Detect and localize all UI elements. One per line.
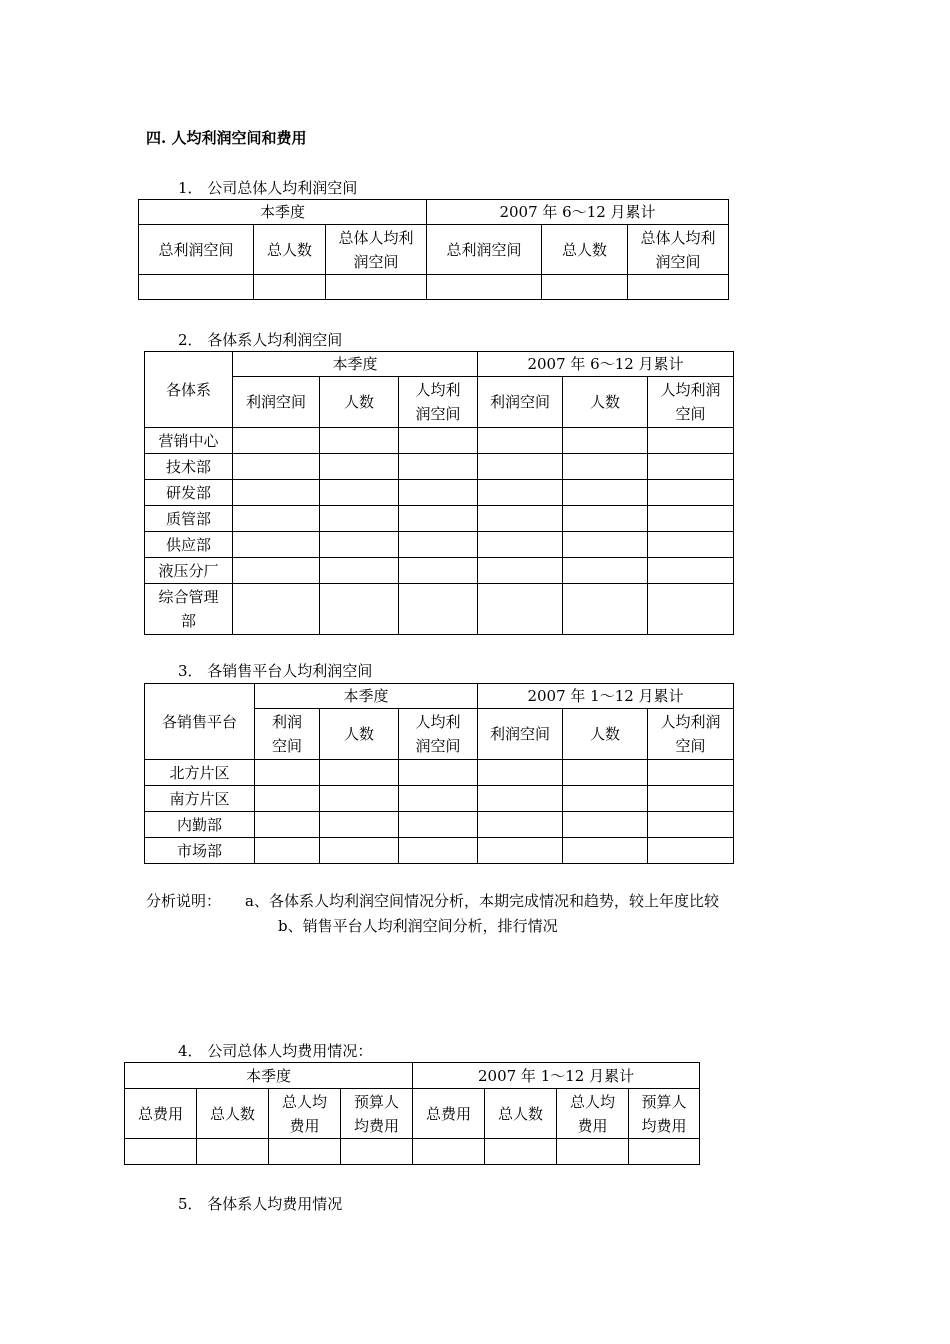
s2-empty-cell[interactable] [478, 480, 563, 506]
s2-empty-cell[interactable] [563, 532, 648, 558]
s4-group-header: 本季度 [125, 1063, 413, 1089]
s2-empty-cell[interactable] [399, 584, 478, 635]
s5-title: 5． 各体系人均费用情况 [178, 1195, 343, 1213]
s2-empty-cell[interactable] [320, 558, 399, 584]
s2-empty-cell[interactable] [233, 532, 320, 558]
s3-empty-cell[interactable] [399, 760, 478, 786]
s2-empty-cell[interactable] [233, 480, 320, 506]
s4-col-header: 预算人均费用 [629, 1089, 700, 1139]
s2-empty-cell[interactable] [563, 506, 648, 532]
s2-empty-cell[interactable] [648, 584, 734, 635]
s1-group-header: 本季度 [139, 200, 427, 225]
s2-row-label: 综合管理部 [145, 584, 233, 635]
s3-row-label: 北方片区 [145, 760, 255, 786]
s2-empty-cell[interactable] [233, 584, 320, 635]
s2-group-header: 本季度 [233, 352, 478, 377]
s4-empty-cell[interactable] [557, 1139, 629, 1165]
s3-group-header: 本季度 [255, 684, 478, 709]
s4-empty-cell[interactable] [125, 1139, 197, 1165]
analysis-label: 分析说明： [146, 892, 222, 910]
s3-col-header: 利润空间 [255, 709, 320, 760]
s2-row-label: 质管部 [145, 506, 233, 532]
s2-empty-cell[interactable] [648, 454, 734, 480]
s1-col-header: 总利润空间 [139, 225, 254, 275]
s3-row-label: 南方片区 [145, 786, 255, 812]
s4-empty-cell[interactable] [197, 1139, 269, 1165]
s2-empty-cell[interactable] [233, 558, 320, 584]
analysis-note-a: a、各体系人均利润空间情况分析，本期完成情况和趋势，较上年度比较 [245, 892, 719, 910]
s3-group-header: 2007 年 1～12 月累计 [478, 684, 734, 709]
s2-title: 2． 各体系人均利润空间 [178, 331, 343, 349]
s3-empty-cell[interactable] [563, 760, 648, 786]
s3-empty-cell[interactable] [648, 838, 734, 864]
s3-empty-cell[interactable] [320, 760, 399, 786]
s4-group-header: 2007 年 1～12 月累计 [413, 1063, 700, 1089]
s2-col-header: 人均利润空间 [648, 377, 734, 428]
s2-empty-cell[interactable] [648, 428, 734, 454]
s3-empty-cell[interactable] [320, 838, 399, 864]
s4-col-header: 总费用 [413, 1089, 485, 1139]
s2-col-header: 利润空间 [478, 377, 563, 428]
s3-empty-cell[interactable] [563, 812, 648, 838]
s3-empty-cell[interactable] [320, 812, 399, 838]
s3-empty-cell[interactable] [478, 838, 563, 864]
s2-empty-cell[interactable] [399, 428, 478, 454]
s2-empty-cell[interactable] [478, 532, 563, 558]
s3-empty-cell[interactable] [255, 812, 320, 838]
s2-empty-cell[interactable] [399, 532, 478, 558]
s3-row-label: 市场部 [145, 838, 255, 864]
s1-table [138, 199, 729, 300]
s2-row-label: 技术部 [145, 454, 233, 480]
s2-group-header: 2007 年 6～12 月累计 [478, 352, 734, 377]
s1-empty-cell[interactable] [326, 275, 427, 300]
s2-row-label: 液压分厂 [145, 558, 233, 584]
s2-empty-cell[interactable] [320, 506, 399, 532]
s1-col-header: 总利润空间 [427, 225, 542, 275]
s2-empty-cell[interactable] [648, 558, 734, 584]
s2-empty-cell[interactable] [399, 480, 478, 506]
s3-col-header: 人均利润空间 [399, 709, 478, 760]
s2-empty-cell[interactable] [320, 584, 399, 635]
s1-col-header: 总人数 [542, 225, 628, 275]
s3-empty-cell[interactable] [478, 812, 563, 838]
s1-empty-cell[interactable] [542, 275, 628, 300]
s3-empty-cell[interactable] [255, 760, 320, 786]
s1-group-header: 2007 年 6～12 月累计 [427, 200, 729, 225]
s3-empty-cell[interactable] [563, 786, 648, 812]
s3-col-header: 人数 [563, 709, 648, 760]
s3-empty-cell[interactable] [255, 786, 320, 812]
s4-empty-cell[interactable] [341, 1139, 413, 1165]
s2-row-header: 各体系 [145, 352, 233, 428]
s2-col-header: 人数 [320, 377, 399, 428]
s3-row-label: 内勤部 [145, 812, 255, 838]
s3-empty-cell[interactable] [320, 786, 399, 812]
section-title: 四. 人均利润空间和费用 [146, 129, 307, 147]
s2-empty-cell[interactable] [478, 506, 563, 532]
s2-col-header: 人数 [563, 377, 648, 428]
s2-empty-cell[interactable] [320, 532, 399, 558]
s2-col-header: 人均利润空间 [399, 377, 478, 428]
s2-empty-cell[interactable] [478, 558, 563, 584]
s2-empty-cell[interactable] [399, 506, 478, 532]
s2-empty-cell[interactable] [320, 428, 399, 454]
s3-title: 3． 各销售平台人均利润空间 [178, 662, 373, 680]
s4-title: 4． 公司总体人均费用情况： [178, 1042, 373, 1060]
s4-table [124, 1062, 700, 1165]
s2-empty-cell[interactable] [563, 480, 648, 506]
s2-empty-cell[interactable] [648, 532, 734, 558]
s3-row-header: 各销售平台 [145, 684, 255, 760]
s2-table [144, 351, 734, 635]
s2-empty-cell[interactable] [233, 428, 320, 454]
s1-col-header: 总体人均利润空间 [326, 225, 427, 275]
s1-empty-cell[interactable] [254, 275, 326, 300]
s3-col-header: 人均利润空间 [648, 709, 734, 760]
s2-empty-cell[interactable] [648, 506, 734, 532]
s3-empty-cell[interactable] [648, 786, 734, 812]
s2-empty-cell[interactable] [648, 480, 734, 506]
s4-empty-cell[interactable] [629, 1139, 700, 1165]
s2-empty-cell[interactable] [478, 584, 563, 635]
s4-col-header: 总费用 [125, 1089, 197, 1139]
s3-col-header: 人数 [320, 709, 399, 760]
s1-col-header: 总体人均利润空间 [628, 225, 729, 275]
s3-empty-cell[interactable] [478, 760, 563, 786]
s3-col-header: 利润空间 [478, 709, 563, 760]
s3-empty-cell[interactable] [255, 838, 320, 864]
s2-row-label: 供应部 [145, 532, 233, 558]
s3-empty-cell[interactable] [399, 812, 478, 838]
s3-empty-cell[interactable] [478, 786, 563, 812]
s2-row-label: 研发部 [145, 480, 233, 506]
s2-empty-cell[interactable] [233, 506, 320, 532]
s2-empty-cell[interactable] [320, 454, 399, 480]
s4-empty-cell[interactable] [269, 1139, 341, 1165]
s2-empty-cell[interactable] [563, 454, 648, 480]
s4-col-header: 总人均费用 [269, 1089, 341, 1139]
s3-empty-cell[interactable] [399, 838, 478, 864]
s4-empty-cell[interactable] [485, 1139, 557, 1165]
s3-table [144, 683, 734, 864]
analysis-note-b: b、销售平台人均利润空间分析，排行情况 [278, 917, 558, 935]
s2-empty-cell[interactable] [563, 584, 648, 635]
s3-empty-cell[interactable] [648, 760, 734, 786]
s2-empty-cell[interactable] [563, 428, 648, 454]
s3-empty-cell[interactable] [563, 838, 648, 864]
s1-title: 1． 公司总体人均利润空间 [178, 179, 358, 197]
s3-empty-cell[interactable] [399, 786, 478, 812]
s2-empty-cell[interactable] [478, 454, 563, 480]
s4-empty-cell[interactable] [413, 1139, 485, 1165]
s2-empty-cell[interactable] [320, 480, 399, 506]
s4-col-header: 总人数 [197, 1089, 269, 1139]
s1-empty-cell[interactable] [427, 275, 542, 300]
s2-empty-cell[interactable] [233, 454, 320, 480]
s4-col-header: 总人均费用 [557, 1089, 629, 1139]
s1-empty-cell[interactable] [628, 275, 729, 300]
s3-empty-cell[interactable] [648, 812, 734, 838]
s4-col-header: 总人数 [485, 1089, 557, 1139]
s4-col-header: 预算人均费用 [341, 1089, 413, 1139]
s2-empty-cell[interactable] [399, 454, 478, 480]
s1-empty-cell[interactable] [139, 275, 254, 300]
s2-col-header: 利润空间 [233, 377, 320, 428]
s2-row-label: 营销中心 [145, 428, 233, 454]
s1-col-header: 总人数 [254, 225, 326, 275]
s2-empty-cell[interactable] [563, 558, 648, 584]
s2-empty-cell[interactable] [478, 428, 563, 454]
s2-empty-cell[interactable] [399, 558, 478, 584]
